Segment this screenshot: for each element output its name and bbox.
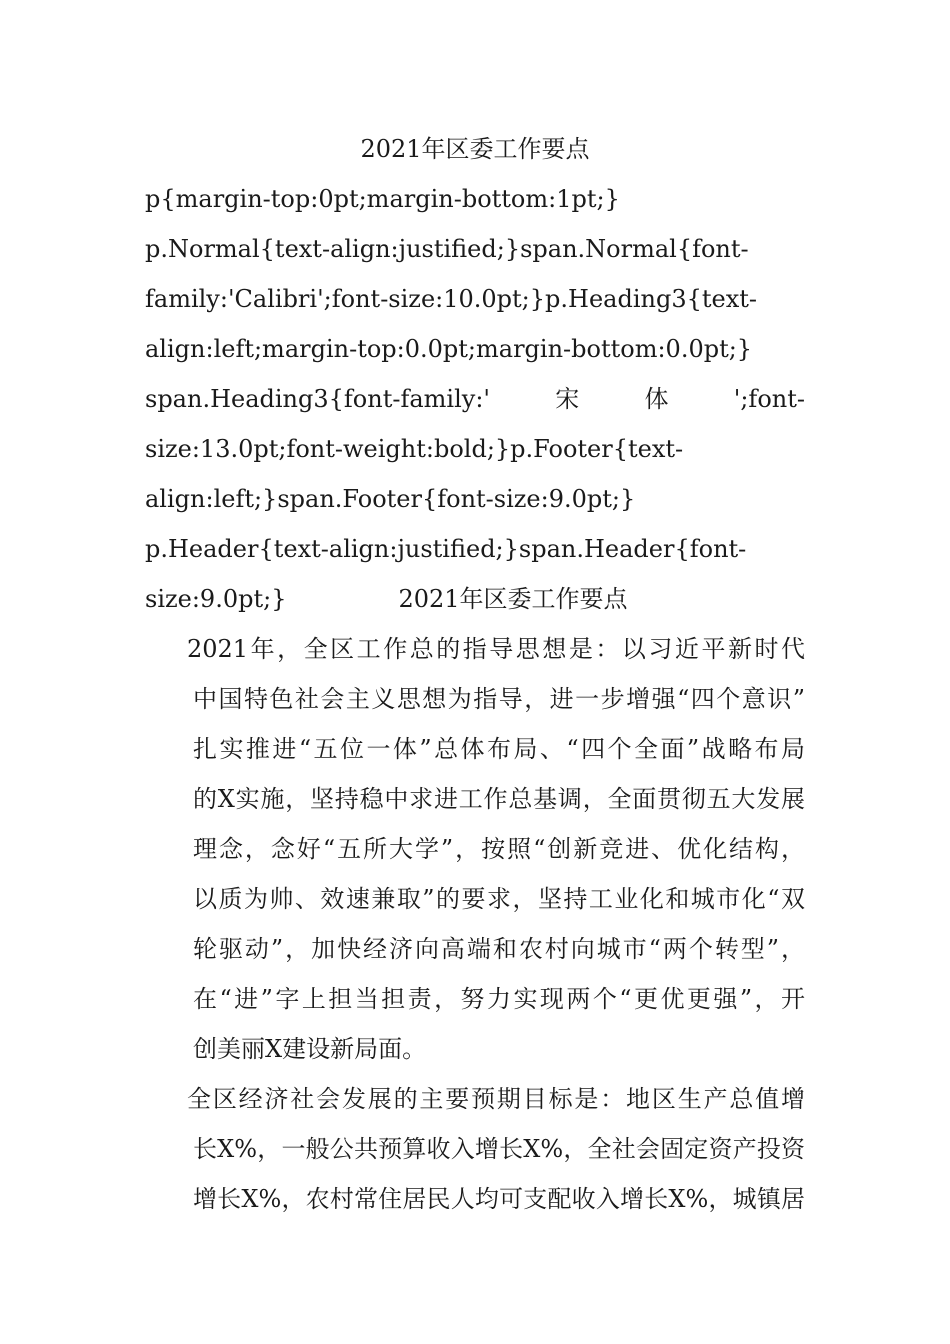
- css-fragment: ';font-: [733, 385, 805, 413]
- css-fragment: 宋: [555, 385, 580, 413]
- css-fragment: span.Heading3{font-family:': [145, 385, 490, 413]
- paragraph-line: 增长X%，农村常住居民人均可支配收入增长X%，城镇居: [193, 1185, 805, 1213]
- document-title: 2021年区委工作要点: [360, 135, 590, 163]
- css-line: [145, 374, 805, 424]
- paragraph-line: 的X实施，坚持稳中求进工作总基调，全面贯彻五大发展: [193, 785, 805, 813]
- paragraph-line: 轮驱动”，加快经济向高端和农村向城市“两个转型”，: [193, 935, 805, 963]
- css-line: p.Header{text-align:justified;}span.Header{font-: [145, 535, 747, 563]
- paragraph-line: 2021年，全区工作总的指导思想是：以习近平新时代: [187, 635, 805, 663]
- css-line: align:left;margin-top:0.0pt;margin-bottom:0.0pt;}: [145, 335, 753, 363]
- css-line: align:left;}span.Footer{font-size:9.0pt;}: [145, 485, 636, 513]
- paragraph-guiding-ideology: [145, 624, 805, 1074]
- paragraph-line: 长X%，一般公共预算收入增长X%，全社会固定资产投资: [193, 1135, 805, 1163]
- document-page: [145, 124, 805, 1224]
- paragraph-line: 全区经济社会发展的主要预期目标是：地区生产总值增: [187, 1085, 805, 1113]
- paragraph-line: 以质为帅、效速兼取”的要求，坚持工业化和城市化“双: [193, 885, 805, 913]
- paragraph-expected-targets: [145, 1074, 805, 1224]
- raw-css-text: [145, 174, 805, 624]
- paragraph-line: 扎实推进“五位一体”总体布局、“四个全面”战略布局: [193, 735, 805, 763]
- paragraph-line: 在“进”字上担当担责，努力实现两个“更优更强”，开: [193, 985, 805, 1013]
- css-fragment: size:9.0pt;}: [145, 585, 287, 613]
- paragraph-line: 中国特色社会主义思想为指导，进一步增强“四个意识”: [193, 685, 805, 713]
- css-line: size:13.0pt;font-weight:bold;}p.Footer{text-: [145, 435, 684, 463]
- css-line: p.Normal{text-align:justified;}span.Normal{font-: [145, 235, 749, 263]
- paragraph-line: 创美丽X建设新局面。: [193, 1035, 427, 1063]
- css-line: [145, 574, 805, 624]
- inline-title: 2021年区委工作要点: [398, 585, 628, 613]
- paragraph-line: 理念，念好“五所大学”，按照“创新竞进、优化结构，: [193, 835, 805, 863]
- css-line: family:'Calibri';font-size:10.0pt;}p.Heading3{text-: [145, 285, 757, 313]
- css-line: p{margin-top:0pt;margin-bottom:1pt;}: [145, 185, 620, 213]
- css-fragment: 体: [644, 385, 669, 413]
